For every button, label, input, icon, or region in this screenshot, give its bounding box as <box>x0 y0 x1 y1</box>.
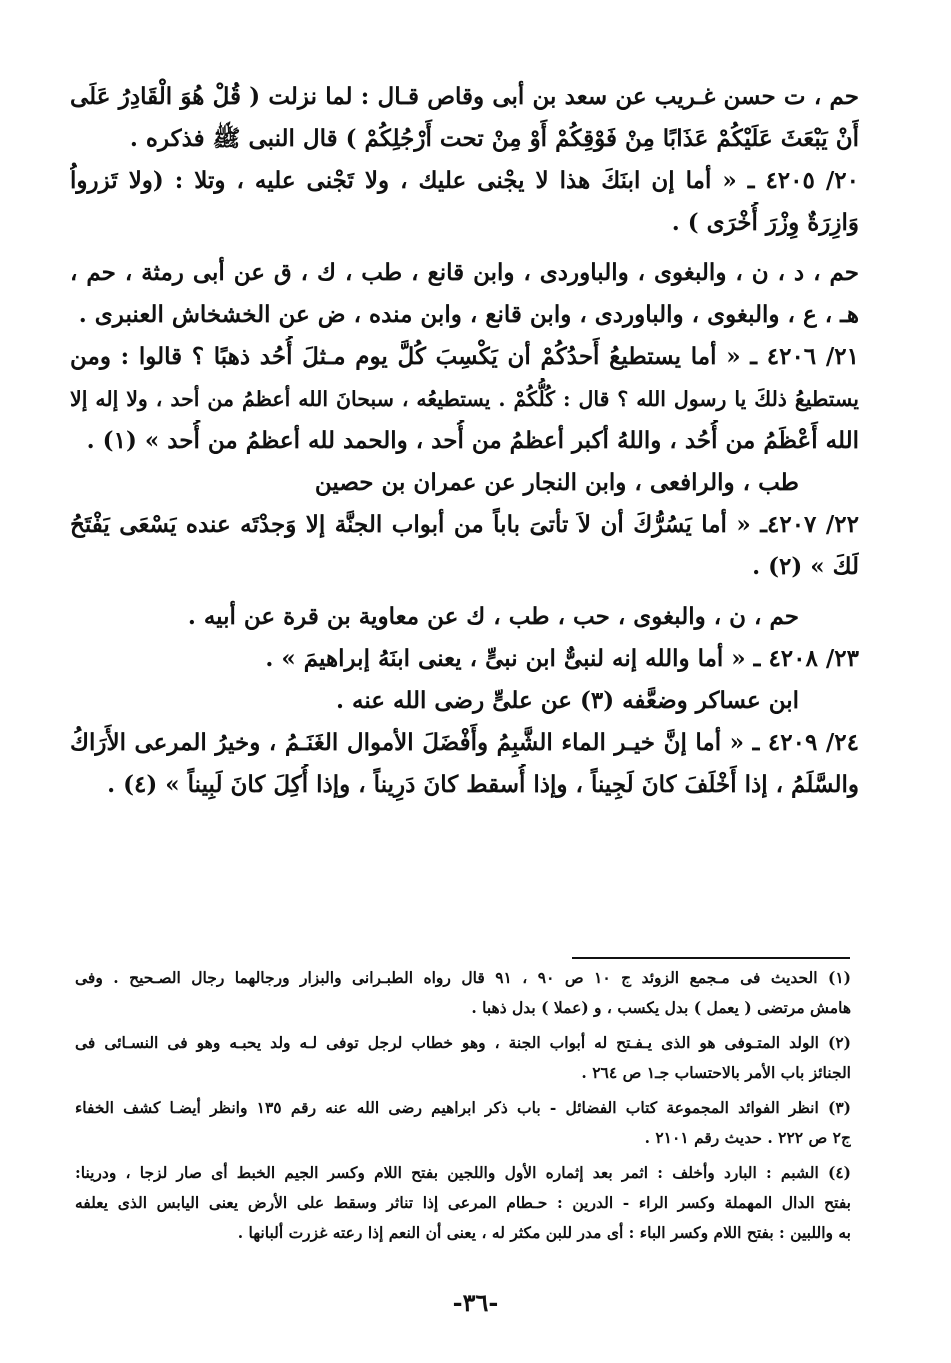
footnote-line: بفتح الدال المهملة وكسر الراء - الدرين : حـطام المرعى إذا تناثر وسقط على الأرض يعنى اليابس الذى يعلفه <box>75 1193 851 1212</box>
hadith-4208: ٢٣/ ٤٢٠٨ ـ « أما والله إنه لنبىٌّ ابن نبىٍّ ، يعنى ابنَهُ إبراهيمَ » . <box>265 645 859 672</box>
hadith-4209: ٢٤/ ٤٢٠٩ ـ « أما إنَّ خيـر الماء الشَّبِمُ وأَفْضَلَ الأموال الغَنَـمُ ، وخيرُ المرعى الأَرَاكُ <box>70 729 859 756</box>
text-line: والسَّلَمُ ، إذا أَخْلَفَ كانَ لَجِيناً ، وإذا أُسقط كانَ دَرِيناً ، وإذا أُكِلَ كانَ لَبِيناً » (٤) . <box>107 771 859 798</box>
footnote-separator <box>572 957 850 959</box>
footnote-line: به واللبين : بفتح اللام وكسر الباء : أى مدر للبن مكثر له ، يعنى أن النعم إذا رعته غزرت ألبانها . <box>237 1223 851 1242</box>
source-line: حم ، ن ، والبغوى ، حب ، طب ، ك عن معاوية بن قرة عن أبيه . <box>187 603 799 630</box>
hadith-4207: ٢٢/ ٤٢٠٧ـ « أما يَسُرُّكَ أن لاَ تأتىَ باباً من أبواب الجنَّة إلا وَجدْتَه عنده يَسْعَى يَفْتَحُ <box>70 511 859 538</box>
footnote-line: ج٢ ص ٢٢٢ . حديث رقم ٢١٠١ . <box>644 1128 851 1147</box>
hadith-4205: ٢٠/ ٤٢٠٥ ـ « أما إن ابنَكَ هذا لا يجْنى عليك ، ولا تَجْنى عليه ، وتلا : (ولا تَزرواُ <box>70 167 859 194</box>
text-line: أَنْ يَبْعَثَ عَلَيْكُمْ عَذَابًا مِنْ فَوْقِكُمْ أَوْ مِنْ تحت أَرْجُلِكُمْ ) قال النبى ﷺ فذكره . <box>129 125 859 152</box>
text-line: يستطيعُ ذلكَ يا رسول الله ؟ قال : كُلُّكُمْ . يستطيعُه ، سبحانَ الله أعظمُ من أحد ، ولا إله إلا <box>70 387 859 411</box>
footnote-4: (٤) الشبم : البارد وأخلف : اثمر بعد إثماره الأول واللجين بفتح اللام وكسر الجيم الخبط أى صار لزجا ، ودرينا: <box>75 1163 851 1182</box>
text-line: حم ، ت حسن غـريب عن سعد بن أبى وقاص قـال : لما نزلت ( قُلْ هُوَ الْقَادِرُ عَلَى <box>70 83 859 110</box>
footnote-line: هامش مرتضى ( يعمل ) بدل يكسب ، و (عملا ) بدل ذهبا . <box>471 998 851 1017</box>
hadith-4206: ٢١/ ٤٢٠٦ ـ « أما يستطيعُ أَحدُكُمْ أن يَكْسِبَ كُلَّ يوم مـثلَ أُحُد ذهبًا ؟ قالوا : ومن <box>70 343 859 370</box>
footnotes <box>75 963 851 1248</box>
page-number: -٣٦- <box>452 1288 499 1317</box>
source-line: هـ ، ع ، والبغوى ، والباوردى ، وابن قانع ، وابن منده ، ض عن الخشخاش العنبرى . <box>78 301 859 328</box>
footnote-line: الجنائز باب الأمر بالاحتساب جـ١ ص ٢٦٤ . <box>581 1063 851 1082</box>
source-line: ابن عساكر وضعَّفه (٣) عن علىٍّ رضى الله عنه . <box>336 687 799 714</box>
source-line: طب ، والرافعى ، وابن النجار عن عمران بن حصين <box>314 469 799 496</box>
footnote-3: (٣) انظر الفوائد المجموعة كتاب الفضائل - باب ذكر ابراهيم رضى الله عنه رقم ١٣٥ وانظر أيضـا كشف الخفاء <box>75 1098 851 1117</box>
text-line: لَكَ » (٢) . <box>752 553 859 580</box>
footnote-1: (١) الحديث فى مـجمع الزوئد ج ١٠ ص ٩٠ ، ٩١ قال رواه الطبـرانى والبزار ورجالهما رجال الصـحيح . وفى <box>75 968 851 987</box>
main-text <box>70 76 859 806</box>
source-line: حم ، د ، ن ، والبغوى ، والباوردى ، وابن قانع ، طب ، ك ، ق عن أبى رمثة ، حم ، <box>70 259 859 286</box>
footnote-2: (٢) الولد المتـوفى هو الذى يـفـتح له أبواب الجنة ، وهو خطاب لرجل توفى لـه ولد يحبـه وهو فى النسـائى فى <box>75 1033 851 1052</box>
text-line: الله أَعْظَمُ من أُحُد ، واللهُ أكبر أعظمُ من أُحد ، والحمد لله أعظمُ من أُحد » (١) . <box>86 427 859 454</box>
text-line: وَازِرَةٌ وِزْرَ أُخْرَى ) . <box>671 209 859 236</box>
